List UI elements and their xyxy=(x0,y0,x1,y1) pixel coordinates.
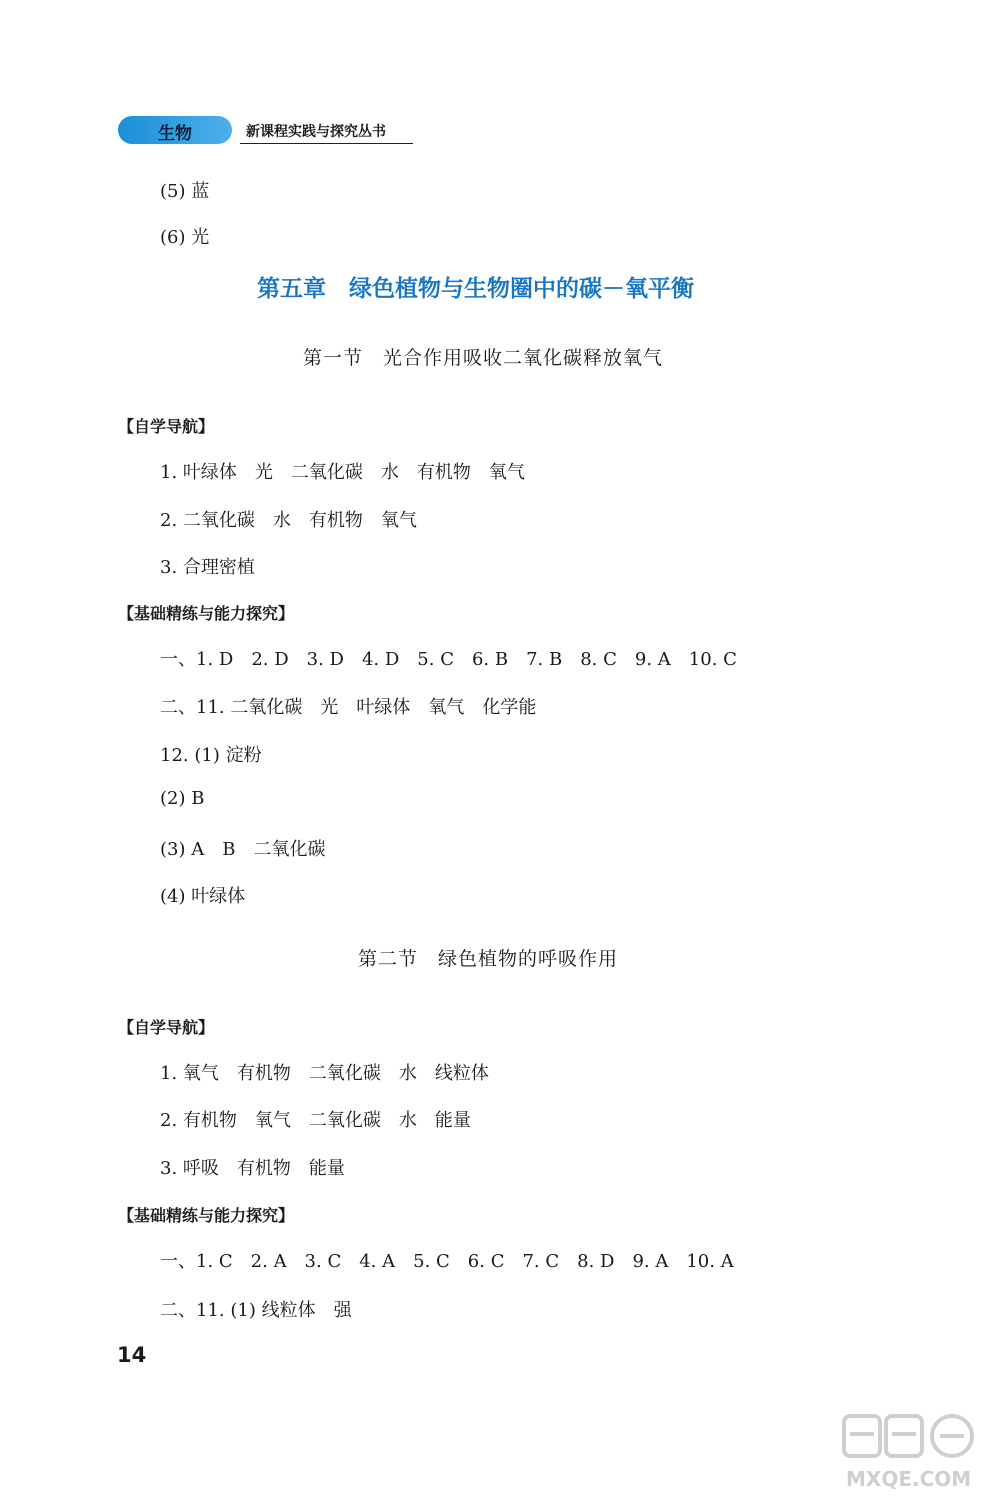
header-divider xyxy=(240,143,413,144)
section-2-self-study-item-1: 1. 氧气 有机物 二氧化碳 水 线粒体 xyxy=(160,1063,489,1084)
section-1-practice-q12-3: (3) A B 二氧化碳 xyxy=(160,839,326,860)
section-1-practice-q12-4: (4) 叶绿体 xyxy=(160,886,246,907)
section-1-self-study-item-3: 3. 合理密植 xyxy=(160,557,255,578)
header-subject: 生物 xyxy=(158,124,192,144)
section-1-practice-q12-2: (2) B xyxy=(160,788,205,809)
page-number: 14 xyxy=(117,1343,147,1367)
section-1-practice-fill-answers: 二、11. 二氧化碳 光 叶绿体 氧气 化学能 xyxy=(160,697,537,718)
section-2-practice-heading: 【基础精练与能力探究】 xyxy=(118,1206,295,1225)
section-1-title: 第一节 光合作用吸收二氧化碳释放氧气 xyxy=(303,347,664,369)
section-2-self-study-item-3: 3. 呼吸 有机物 能量 xyxy=(160,1158,345,1179)
section-1-practice-q12-1: 12. (1) 淀粉 xyxy=(160,745,262,766)
section-2-practice-fill-answers: 二、11. (1) 线粒体 强 xyxy=(160,1300,352,1321)
section-1-self-study-item-1: 1. 叶绿体 光 二氧化碳 水 有机物 氧气 xyxy=(160,462,525,483)
section-2-title: 第二节 绿色植物的呼吸作用 xyxy=(358,948,619,970)
watermark-logo xyxy=(842,1412,992,1492)
section-1-self-study-item-2: 2. 二氧化碳 水 有机物 氧气 xyxy=(160,510,417,531)
section-1-practice-choice-answers: 一、1. D 2. D 3. D 4. D 5. C 6. B 7. B 8. C 9. A 10. C xyxy=(160,649,737,670)
chapter-title: 第五章 绿色植物与生物圈中的碳－氧平衡 xyxy=(257,276,694,302)
section-1-self-study-heading: 【自学导航】 xyxy=(118,417,215,436)
section-2-self-study-item-2: 2. 有机物 氧气 二氧化碳 水 能量 xyxy=(160,1110,471,1131)
section-1-practice-heading: 【基础精练与能力探究】 xyxy=(118,604,295,623)
answer-line-6: (6) 光 xyxy=(160,227,210,248)
section-2-practice-choice-answers: 一、1. C 2. A 3. C 4. A 5. C 6. C 7. C 8. D 9. A 10. A xyxy=(160,1251,734,1272)
section-2-self-study-heading: 【自学导航】 xyxy=(118,1018,215,1037)
svg-text:MXQE.COM: MXQE.COM xyxy=(846,1467,972,1491)
header-series-title: 新课程实践与探究丛书 xyxy=(246,124,386,140)
answer-line-5: (5) 蓝 xyxy=(160,181,210,202)
